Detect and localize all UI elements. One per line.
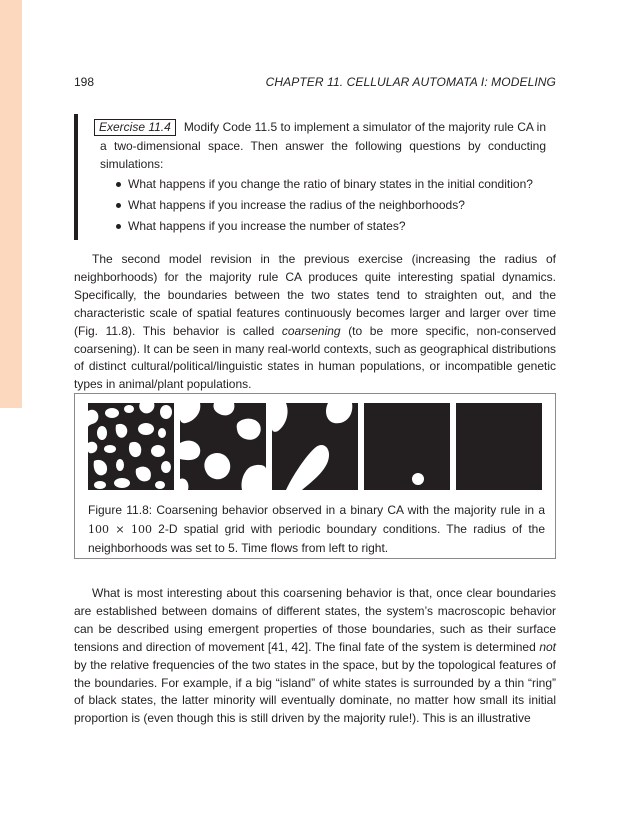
figure-frames (88, 403, 543, 490)
figure-caption (88, 501, 545, 558)
text-run: 2-D spatial grid with periodic boundary conditions. The radius of the neighborhoods was set to 5. Time flows from left to right. (88, 521, 545, 555)
page-header (74, 75, 556, 91)
ca-frame-1 (88, 403, 174, 490)
emphasized-term: coarsening (281, 323, 341, 338)
exercise-questions (114, 174, 554, 237)
exercise-prompt: Modify Code 11.5 to implement a simulator of the majority rule CA in a two-dimensional space. Then answer the following questions by conducting simulations: (100, 120, 546, 171)
exercise-bar (74, 114, 78, 240)
text-run: (to be more specific, non-conserved coarsening). It can be seen in many real-world contexts, such as geographical distributions of distinct cultural/political/linguistic states in human populations, or incompatible genetic types in animal/plant populations. (74, 323, 556, 392)
ca-frame-4 (364, 403, 450, 490)
list-item (114, 195, 554, 216)
body-paragraph-boundaries (74, 585, 556, 728)
text-run: by the relative frequencies of the two states in the space, but by the topological features of the boundaries. For example, if a big “island” of white states is surrounded by a thin “ring” of black states, the latter minority will eventually dominate, no matter how small its initial proportion is (even though this is still driven by the majority rule!). This is an illustrative (74, 657, 556, 726)
bullet-icon (116, 203, 121, 208)
emphasized-term: not (539, 639, 556, 654)
list-item (114, 216, 554, 237)
exercise-text (100, 118, 546, 174)
ca-frame-2 (180, 403, 266, 490)
margin-color-band (0, 0, 22, 408)
exercise-label: Exercise 11.4 (94, 119, 176, 136)
body-paragraph-coarsening (74, 251, 556, 394)
list-item (114, 174, 554, 195)
bullet-icon (116, 182, 121, 187)
exercise-box (74, 114, 556, 240)
page-number: 198 (74, 75, 95, 89)
figure-11-8 (74, 393, 556, 559)
bullet-icon (116, 224, 121, 229)
text-run: The second model revision in the previous exercise (increasing the radius of neighborhoods) for the majority rule CA produces quite interesting spatial dynamics. Specifically, the boundaries between the two states tend to straighten out, and the characteristic scale of spatial features continuously becomes larger and larger over time (Fig. 11.8). This behavior is called (74, 252, 556, 338)
text-run: Figure 11.8: Coarsening behavior observed in a binary CA with the majority rule in a (88, 503, 545, 517)
ca-frame-3 (272, 403, 358, 490)
ca-frame-5 (456, 403, 542, 490)
chapter-title: CHAPTER 11. CELLULAR AUTOMATA I: MODELING (265, 75, 556, 89)
caption-math: 100 × 100 (88, 522, 152, 536)
question-text: What happens if you increase the number of states? (128, 219, 406, 233)
text-run: What is most interesting about this coarsening behavior is that, once clear boundaries are established between domains of different states, the system’s macroscopic behavior can be described using emergent properties of those boundaries, such as their surface tensions and direction of movement [41, 42]. The final fate of the system is determined (74, 586, 556, 654)
question-text: What happens if you increase the radius of the neighborhoods? (128, 198, 465, 212)
question-text: What happens if you change the ratio of binary states in the initial condition? (128, 177, 533, 191)
